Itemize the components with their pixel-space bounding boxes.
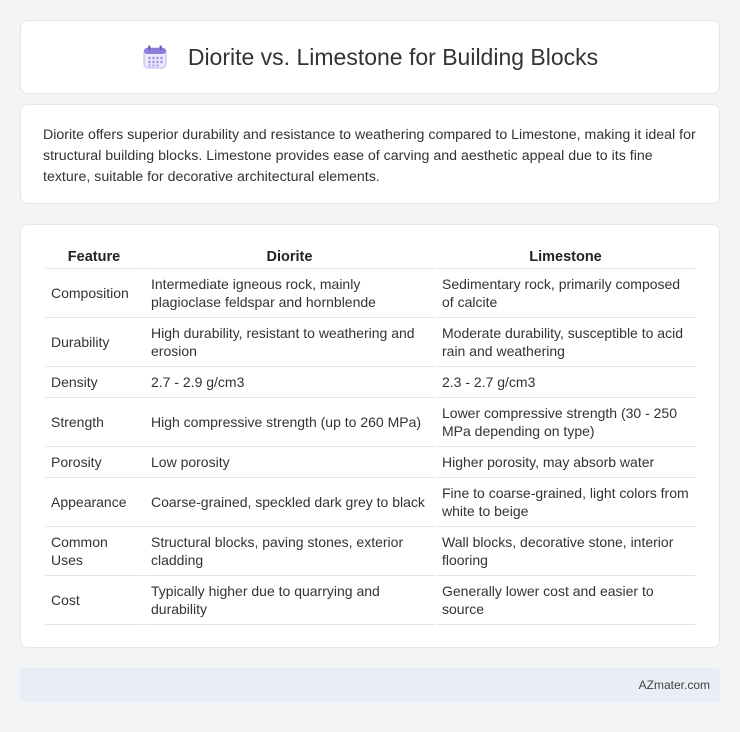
header-card [20, 20, 720, 94]
row-feature: Cost [45, 576, 143, 625]
comparison-table [43, 245, 697, 625]
summary-card [20, 104, 720, 204]
table-row [45, 447, 695, 478]
row-diorite: High compressive strength (up to 260 MPa) [145, 398, 434, 447]
row-feature: Durability [45, 318, 143, 367]
row-feature: Common Uses [45, 527, 143, 576]
calendar-icon [142, 44, 168, 70]
row-limestone: 2.3 - 2.7 g/cm3 [436, 367, 695, 398]
header-diorite: Diorite [145, 245, 434, 269]
footer-brand: AZmater.com [638, 678, 710, 692]
row-diorite: Low porosity [145, 447, 434, 478]
row-diorite: Intermediate igneous rock, mainly plagioclase feldspar and hornblende [145, 269, 434, 318]
table-header-row [45, 245, 695, 269]
header-feature: Feature [45, 245, 143, 269]
table-row [45, 367, 695, 398]
summary-text: Diorite offers superior durability and resistance to weathering compared to Limestone, making it ideal for structural building blocks. Limestone provides ease of carving and aesthetic appeal due to its fine texture, suitable for decorative architectural elements. [43, 127, 696, 185]
row-limestone: Wall blocks, decorative stone, interior flooring [436, 527, 695, 576]
header-limestone: Limestone [436, 245, 695, 269]
row-limestone: Lower compressive strength (30 - 250 MPa depending on type) [436, 398, 695, 447]
row-limestone: Moderate durability, susceptible to acid rain and weathering [436, 318, 695, 367]
footer-bar [20, 668, 720, 702]
row-diorite: 2.7 - 2.9 g/cm3 [145, 367, 434, 398]
table-row [45, 398, 695, 447]
page-title: Diorite vs. Limestone for Building Blocks [187, 43, 599, 70]
row-diorite: Coarse-grained, speckled dark grey to black [145, 478, 434, 527]
row-diorite: Typically higher due to quarrying and durability [145, 576, 434, 625]
row-feature: Strength [45, 398, 143, 447]
row-feature: Appearance [45, 478, 143, 527]
row-feature: Composition [45, 269, 143, 318]
row-diorite: Structural blocks, paving stones, exterior cladding [145, 527, 434, 576]
table-row [45, 318, 695, 367]
table-row [45, 478, 695, 527]
row-limestone: Higher porosity, may absorb water [436, 447, 695, 478]
row-limestone: Generally lower cost and easier to source [436, 576, 695, 625]
row-diorite: High durability, resistant to weathering and erosion [145, 318, 434, 367]
row-limestone: Fine to coarse-grained, light colors from white to beige [436, 478, 695, 527]
row-feature: Porosity [45, 447, 143, 478]
title-wrap [142, 44, 598, 71]
row-limestone: Sedimentary rock, primarily composed of calcite [436, 269, 695, 318]
table-card [20, 224, 720, 648]
row-feature: Density [45, 367, 143, 398]
table-row [45, 527, 695, 576]
table-row [45, 576, 695, 625]
table-row [45, 269, 695, 318]
